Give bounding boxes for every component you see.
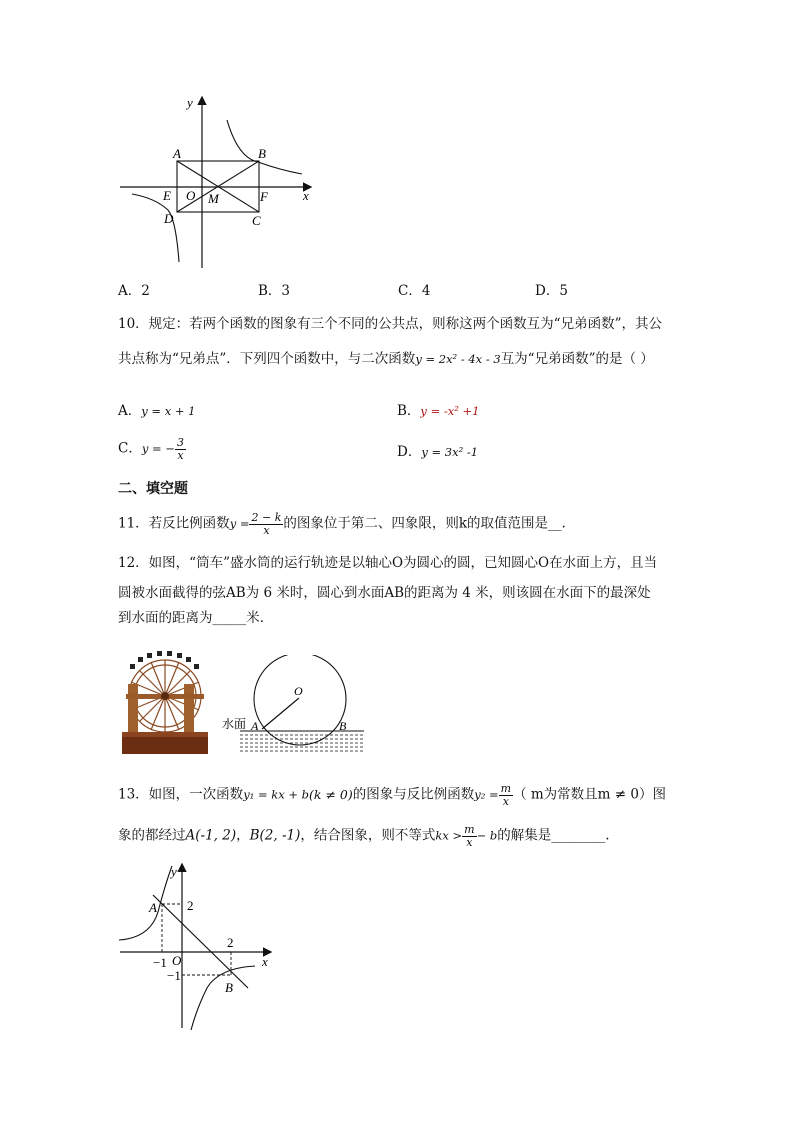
point-b-label: B — [225, 980, 233, 995]
y-axis-label: y — [187, 95, 193, 110]
q13-l2-post: 的解集是________. — [497, 827, 610, 844]
q13-minus-b: − b — [476, 828, 498, 843]
water-wheel-photo — [120, 650, 210, 756]
q10-option-a-label: A． — [118, 403, 142, 419]
q13-pre: 13．如图，一次函数 — [118, 786, 244, 803]
q10-option-b-formula: y = -x² +1 — [420, 404, 480, 418]
q13-fraction-2 — [462, 824, 476, 848]
point-e-label: E — [163, 188, 171, 203]
q13-line1 — [118, 783, 666, 807]
section-title-fill-blank: 二、填空题 — [118, 481, 188, 497]
water-label: 水面 — [222, 717, 247, 731]
q13-k-condition: (k ≠ 0) — [309, 786, 353, 802]
center-o-label: O — [294, 684, 303, 698]
q13-mid: 的图象与反比例函数 — [352, 786, 475, 803]
q11-fraction — [249, 512, 283, 536]
q11-formula-pre: y = — [229, 516, 250, 531]
point-m-label: M — [208, 191, 219, 206]
q9-figure — [110, 90, 330, 275]
hyperbola-branch-q3 — [132, 194, 179, 262]
q13-fraction-1 — [499, 783, 513, 807]
q10-option-c-label: C． — [118, 440, 142, 457]
q13-fraction-1-numerator: m — [500, 782, 512, 795]
q10-option-a — [118, 405, 195, 419]
q10-option-c-fraction — [175, 437, 186, 461]
q9-option-b: B．3 — [258, 283, 291, 299]
q12-circle-figure — [218, 655, 378, 755]
q10-option-c-numerator: 3 — [176, 436, 184, 449]
q13-l2-pre: 象的都经过 — [118, 827, 186, 844]
y-axis-label: y — [171, 864, 177, 879]
point-a-label: A — [173, 146, 181, 161]
q10-option-c-formula: y = − — [141, 441, 175, 456]
point-b-label: B — [339, 719, 347, 733]
q13-line2 — [118, 824, 610, 848]
radius-oa — [262, 698, 299, 729]
q12-line2: 圆被水面截得的弦AB为 6 米时，圆心到水面AB的距离为 4 米，则该圆在水面下的最深处 — [118, 585, 651, 601]
tick-x-minus-1: −1 — [153, 955, 167, 970]
q13-point-a: A(-1, 2) — [185, 827, 237, 844]
q13-fraction-2-denominator: x — [466, 835, 473, 849]
x-axis-label: x — [262, 954, 268, 969]
q13-inequality: kx > — [435, 828, 463, 843]
q13-figure — [115, 860, 285, 1032]
point-b-label: B — [258, 146, 266, 161]
q9-option-a: A．2 — [118, 283, 150, 299]
q12-line3: 到水面的距离为_____米． — [118, 610, 274, 626]
origin-label: O — [172, 953, 182, 968]
q13-point-b: B(2, -1) — [249, 827, 301, 844]
q10-option-c — [118, 437, 186, 461]
q13-fraction-1-denominator: x — [502, 794, 509, 808]
q13-post: （ m为常数且m ≠ 0）图 — [513, 786, 666, 803]
q10-option-d — [397, 446, 478, 460]
tick-x-2: 2 — [227, 935, 234, 950]
point-o-label: O — [186, 188, 196, 203]
q13-inverse-function: y₂ = — [474, 787, 499, 802]
q12-line1: 12．如图，“筒车”盛水筒的运行轨迹是以轴心O为圆心的圆，已知圆心O在水面上方，且当 — [118, 555, 658, 571]
hyperbola-branch-q4 — [191, 966, 255, 1030]
q10-option-c-denominator: x — [177, 448, 184, 462]
q10-option-b-label: B． — [397, 403, 421, 419]
q9-option-c: C．4 — [398, 283, 431, 299]
q9-option-d: D．5 — [535, 283, 568, 299]
q10-line2 — [118, 353, 654, 367]
q11-pre: 11．若反比例函数 — [118, 515, 230, 532]
q10-option-a-formula: y = x + 1 — [141, 404, 196, 418]
q11-denominator: x — [263, 523, 270, 537]
q13-l2-mid: ，结合图象，则不等式 — [300, 827, 436, 844]
point-c-label: C — [252, 213, 261, 228]
x-axis-label: x — [303, 188, 309, 203]
q10-line2-text: 共点称为“兄弟点”．下列四个函数中，与二次函数 — [118, 351, 416, 367]
q10-quadratic-formula: y = 2x² - 4x - 3 — [415, 352, 501, 366]
q13-fraction-2-numerator: m — [464, 823, 475, 836]
q11-post: 的图象位于第二、四象限，则k的取值范围是__. — [283, 515, 566, 532]
point-f-label: F — [260, 189, 268, 204]
q10-option-b — [397, 405, 479, 419]
hyperbola-branch-q2 — [119, 866, 172, 940]
q10-option-d-formula: y = 3x² -1 — [421, 445, 479, 459]
q10-line1: 10．规定：若两个函数的图象有三个不同的公共点，则称这两个函数互为“兄弟函数”，其公 — [118, 316, 662, 332]
q11-numerator: 2 − k — [251, 511, 282, 524]
q10-line2-post: 互为“兄弟函数”的是（ ） — [500, 351, 654, 367]
tick-y-2: 2 — [187, 898, 194, 913]
q10-option-d-label: D． — [397, 444, 422, 460]
point-a-label: A — [149, 900, 157, 915]
point-d-label: D — [164, 211, 174, 226]
q11 — [118, 512, 566, 536]
tick-y-minus-1: −1 — [167, 968, 181, 983]
point-a-label: A — [251, 719, 259, 733]
q13-linear-function: y₁ = kx + b — [243, 787, 310, 802]
q13-sep: ， — [236, 827, 250, 844]
